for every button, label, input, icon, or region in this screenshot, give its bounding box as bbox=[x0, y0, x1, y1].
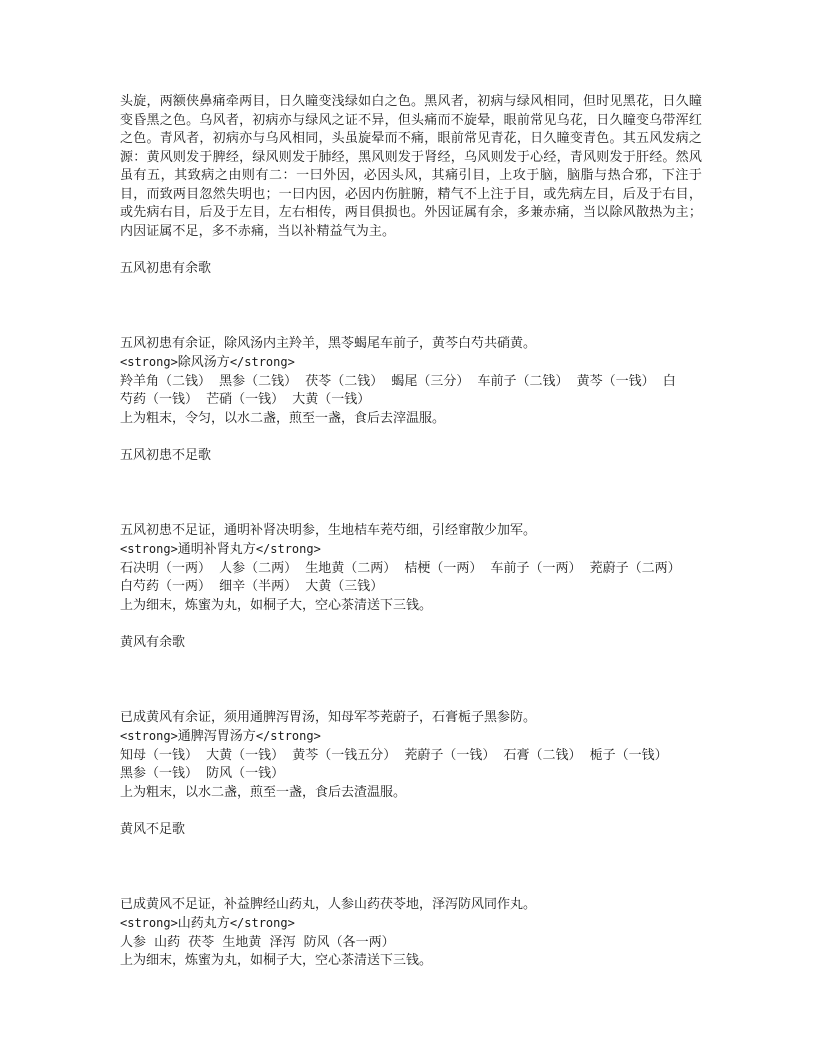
formula-title bbox=[120, 727, 702, 747]
ingredients-line: 白芍药（一两） 细辛（半两） 大黄（三钱） bbox=[120, 579, 384, 594]
song-verse: 五风初患不足证，通明补肾决明参，生地桔车茺芍细，引经窜散少加军。 bbox=[120, 522, 537, 538]
formula-name: 除风汤方 bbox=[177, 355, 230, 370]
section-wufeng-youyu bbox=[120, 260, 702, 428]
preparation-instructions: 上为粗末，以水二盏，煎至一盏，食后去渣温服。 bbox=[120, 784, 407, 800]
formula-name: 通脾泻胃汤方 bbox=[177, 729, 256, 744]
formula-title bbox=[120, 540, 702, 560]
song-verse: 已成黄风不足证，补益脾经山药丸，人参山药茯苓地，泽泻防风同作丸。 bbox=[120, 896, 537, 912]
raw-tag-close: </strong> bbox=[255, 542, 321, 556]
raw-tag-open: <strong> bbox=[120, 729, 178, 743]
section-wufeng-buzu bbox=[120, 447, 702, 615]
preparation-instructions: 上为细末，炼蜜为丸，如桐子大，空心茶清送下三钱。 bbox=[120, 953, 433, 968]
intro-paragraph: 头旋，两额侠鼻痛牵两目，日久瞳变浅绿如白之色。黑风者，初病与绿风相同，但时见黑花，日久瞳变昏黑之色。乌风者，初病亦与绿风之证不异，但头痛而不旋晕，眼前常见乌花，日久瞳变乌带浑红之色。青风者，初病亦与乌风相同，头虽旋晕而不痛，眼前常见青花，日久瞳变青色。其五风发病之源：黄风则发于脾经，绿风则发于肺经，黑风则发于肾经，乌风则发于心经，青风则发于肝经。然风虽有五，其致病之由则有二：一曰外因，必因头风，其痛引目，上攻于脑，脑脂与热合邪，下注于目，而致两目忽然失明也；一曰内因，必因内伤脏腑，精气不上注于目，或先病左目，后及于右目，或先病右目，后及于左目，左右相传，两目俱损也。外因证属有余，多兼赤痛，当以除风散热为主；内因证属不足，多不赤痛，当以补精益气为主。 bbox=[120, 94, 702, 239]
ingredients-line: 羚羊角（二钱） 黑参（二钱） 茯苓（二钱） 蝎尾（三分） 车前子（二钱） 黄芩（一钱） 白 bbox=[120, 373, 676, 389]
spacer bbox=[120, 653, 702, 709]
raw-tag-close: </strong> bbox=[229, 916, 295, 930]
formula-title bbox=[120, 914, 702, 934]
raw-tag-open: <strong> bbox=[120, 355, 178, 369]
spacer bbox=[120, 279, 702, 335]
spacer bbox=[120, 466, 702, 522]
ingredients-line: 知母（一钱） 大黄（一钱） 黄芩（一钱五分） 茺蔚子（一钱） 石膏（二钱） 栀子（一钱） bbox=[120, 747, 668, 763]
ingredients-line: 石决明（一两） 人参（二两） 生地黄（二两） 桔梗（一两） 车前子（一两） 茺蔚子（二两） bbox=[120, 560, 681, 576]
formula-name: 通明补肾丸方 bbox=[177, 542, 256, 557]
raw-tag-close: </strong> bbox=[255, 729, 321, 743]
preparation-instructions: 上为粗末，令匀，以水二盏，煎至一盏，食后去滓温服。 bbox=[120, 410, 446, 426]
section-heading: 五风初患有余歌 bbox=[120, 261, 212, 276]
section-huangfeng-youyu bbox=[120, 634, 702, 802]
section-huangfeng-buzu bbox=[120, 821, 702, 971]
raw-tag-open: <strong> bbox=[120, 542, 178, 556]
song-verse: 五风初患有余证，除风汤内主羚羊，黑苓蝎尾车前子，黄芩白芍共硝黄。 bbox=[120, 335, 537, 351]
spacer bbox=[120, 840, 702, 896]
song-verse: 已成黄风有余证，须用通脾泻胃汤，知母军芩茺蔚子，石膏栀子黑参防。 bbox=[120, 709, 537, 725]
formula-name: 山药丸方 bbox=[177, 916, 230, 931]
raw-tag-close: </strong> bbox=[229, 355, 295, 369]
ingredients-line: 黑参（一钱） 防风（一钱） bbox=[120, 766, 285, 781]
section-heading: 黄风有余歌 bbox=[120, 635, 186, 650]
section-heading: 黄风不足歌 bbox=[120, 822, 186, 837]
ingredients-line: 芍药（一钱） 芒硝（一钱） 大黄（一钱） bbox=[120, 392, 371, 407]
preparation-instructions: 上为细末，炼蜜为丸，如桐子大，空心茶清送下三钱。 bbox=[120, 597, 433, 613]
document-page bbox=[120, 93, 702, 971]
ingredients-line: 人参 山药 茯苓 生地黄 泽泻 防风（各一两） bbox=[120, 934, 395, 950]
raw-tag-open: <strong> bbox=[120, 916, 178, 930]
section-heading: 五风初患不足歌 bbox=[120, 448, 212, 463]
formula-title bbox=[120, 353, 702, 373]
